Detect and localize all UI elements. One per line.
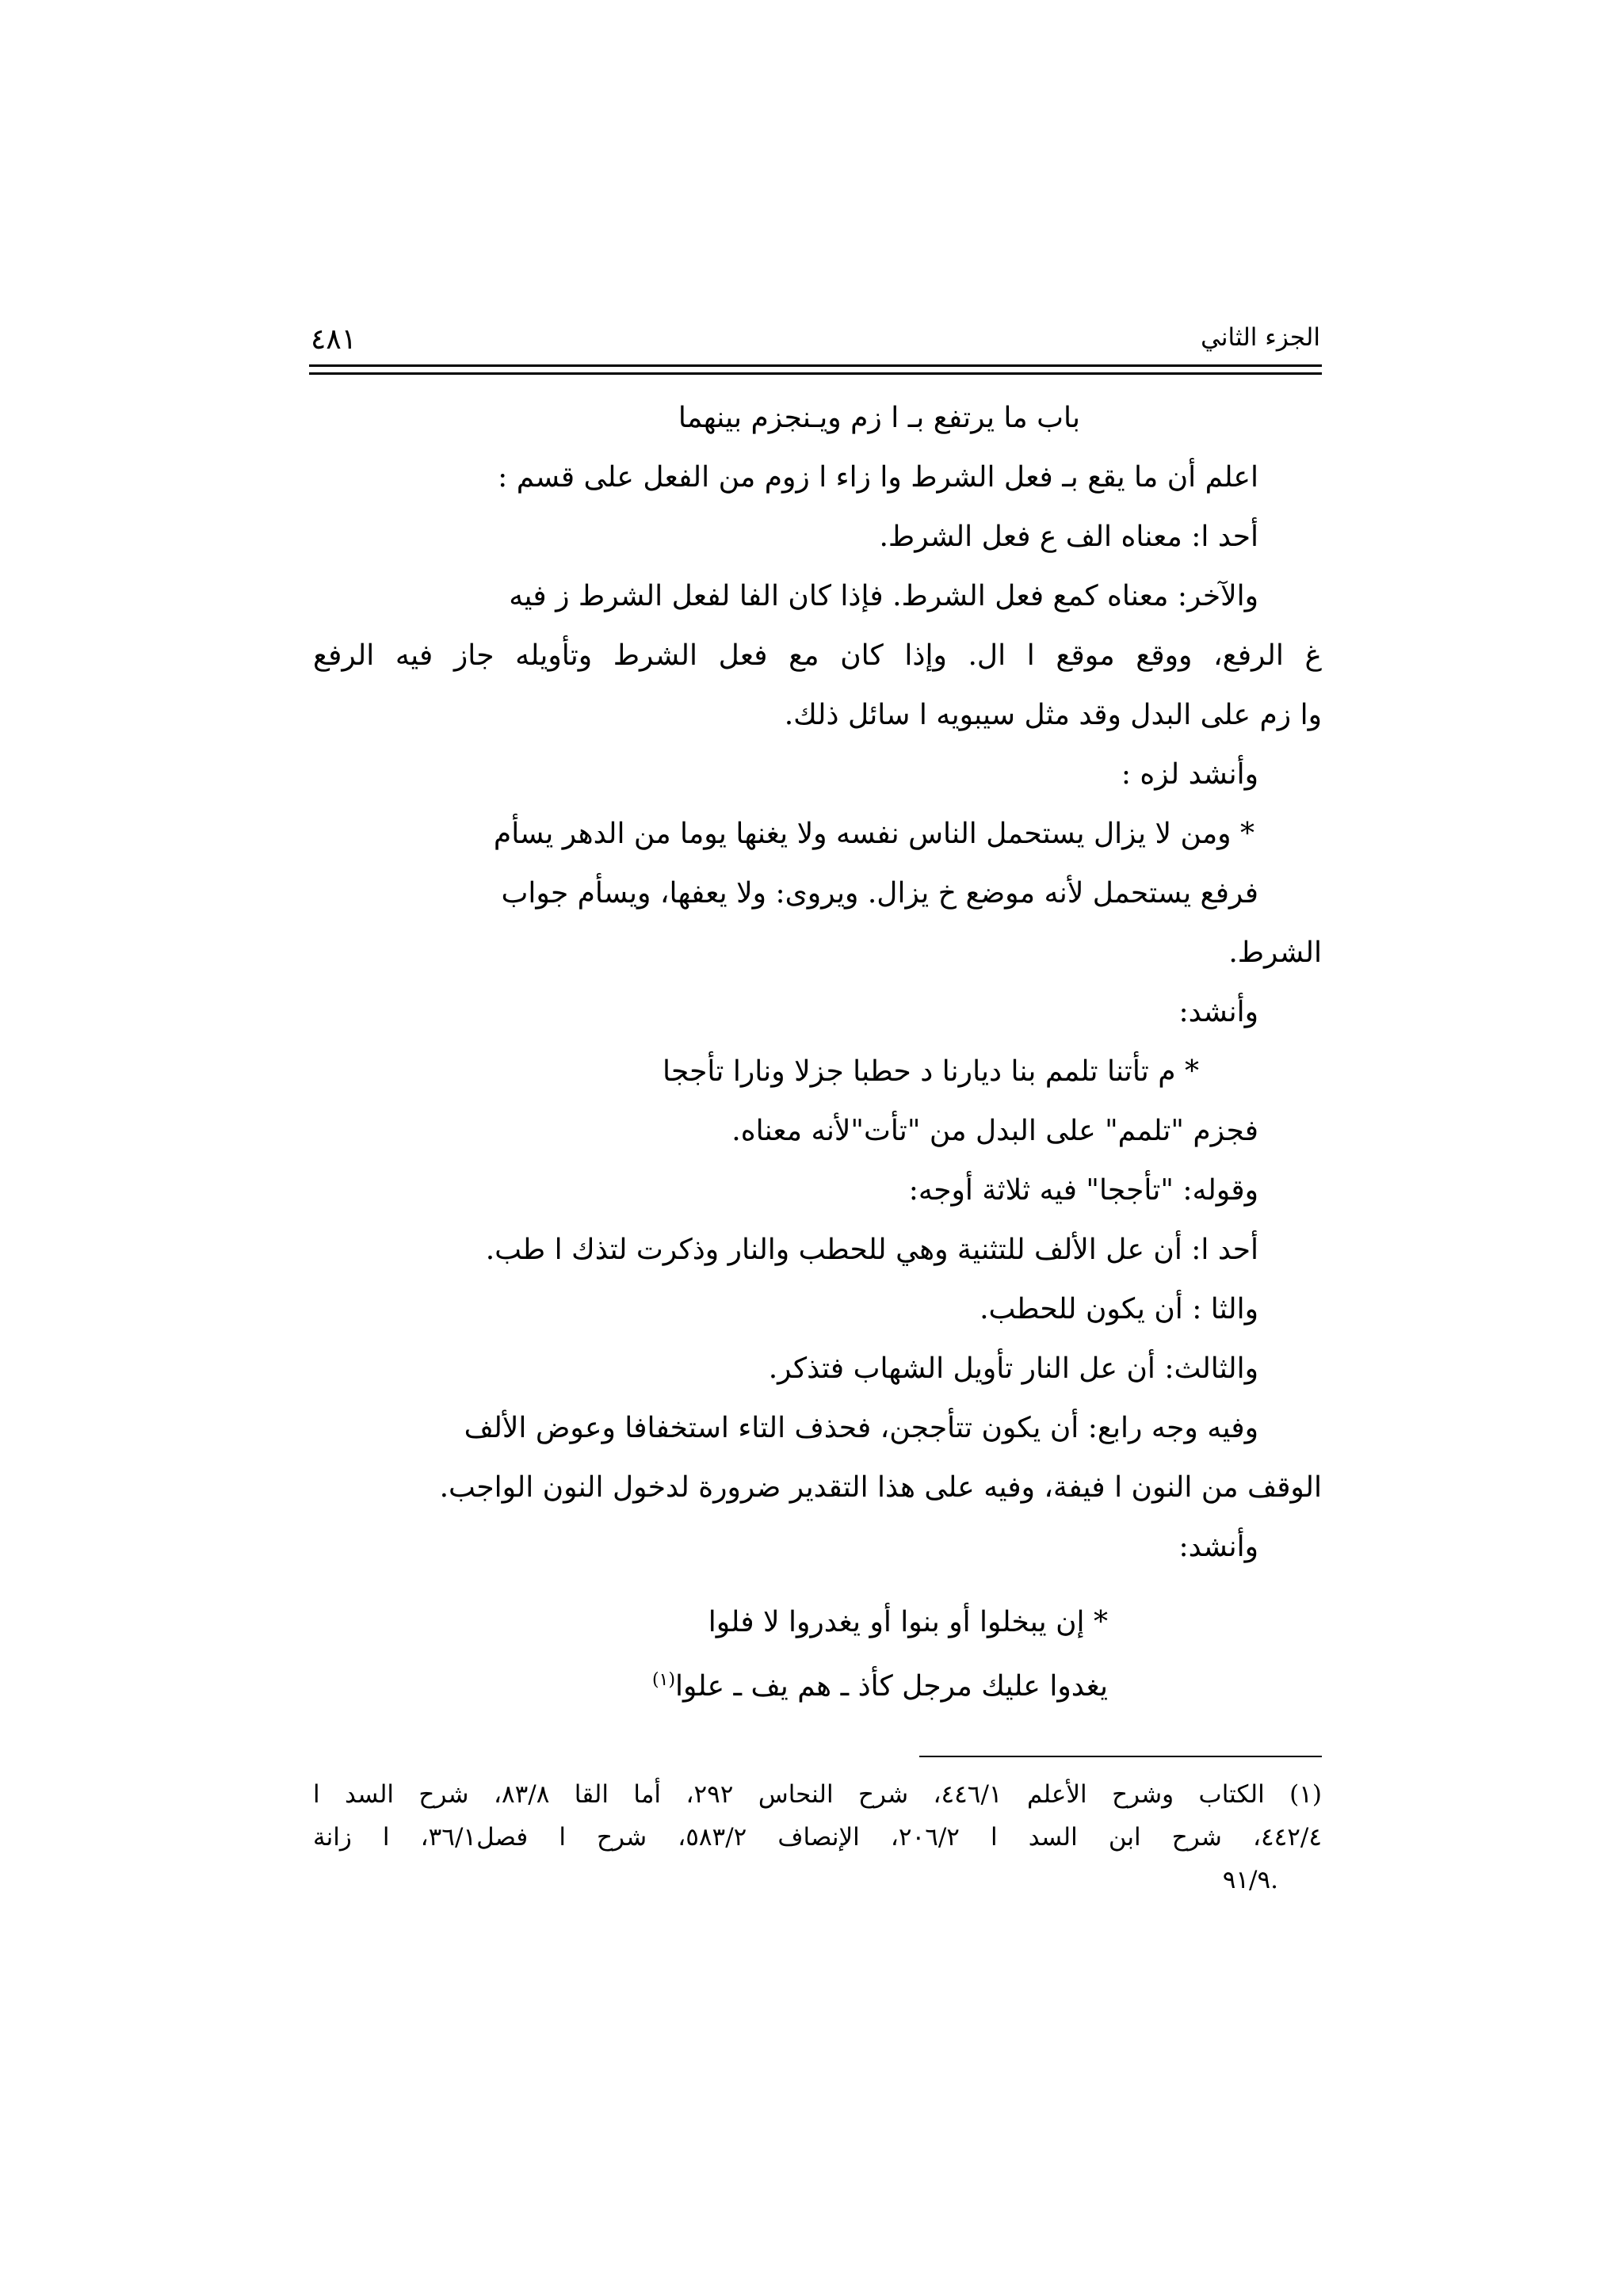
footnote-line: ٤٤٢/٤، شرح ابن السد ا ٢٠٦/٢، الإنصاف ٥٨٣/٢، شرح ا فصل٣٦/١، ا زانة bbox=[313, 1823, 1322, 1852]
paragraph-line: فجزم "تلمم" على البدل من "تأت"لأنه معناه. bbox=[731, 1115, 1258, 1147]
paragraph-line: الشرط. bbox=[1228, 936, 1322, 969]
page-number: ٤٨١ bbox=[311, 323, 357, 356]
footnote-rule bbox=[919, 1756, 1322, 1757]
paragraph-line: الوقف من النون ا فيفة، وفيه على هذا التقدير ضرورة لدخول النون الواجب. bbox=[439, 1471, 1322, 1504]
paragraph-line: والثا : أن يكون للحطب. bbox=[980, 1293, 1258, 1325]
running-header-title: الجزء الثاني bbox=[1201, 323, 1320, 352]
paragraph-line: اعلم أن ما يقع بـ فعل الشرط وا زاء ا زوم من الفعل على قسم : bbox=[498, 461, 1258, 494]
paragraph-line: أحد ا: أن عل الألف للتثنية وهي للحطب والنار وذكرت لتذك ا طب. bbox=[485, 1234, 1258, 1266]
paragraph-line: وأنشد: bbox=[1178, 1531, 1258, 1563]
poem-line bbox=[652, 1672, 1108, 1701]
paragraph-line: والآخر: معناه كمع فعل الشرط. فإذا كان الفا لفعل الشرط ز فيه bbox=[509, 580, 1258, 612]
header-rule-top bbox=[309, 364, 1322, 367]
paragraph-line: وقوله: "تأججا" فيه ثلاثة أوجه: bbox=[908, 1174, 1258, 1207]
verse-line: * م تأتنا تلمم بنا ديارنا د حطبا جزلا ونارا تأججا bbox=[662, 1055, 1199, 1088]
paragraph-line: أحد ا: معناه الف ع فعل الشرط. bbox=[879, 521, 1258, 553]
paragraph-line: وأنشد: bbox=[1178, 996, 1258, 1028]
footnote-line: (١) الكتاب وشرح الأعلم ٤٤٦/١، شرح النحاس ٢٩٢، أما القا ٨٣/٨، شرح السد ا bbox=[313, 1780, 1322, 1809]
paragraph-line: فرفع يستحمل لأنه موضع خ يزال. ويروى: ولا يعفها، ويسأم جواب bbox=[501, 877, 1258, 910]
paragraph-line: والثالث: أن عل النار تأويل الشهاب فتذكر. bbox=[768, 1352, 1258, 1385]
verse-line: * ومن لا يزال يستحمل الناس نفسه ولا يغنها يوما من الدهر يسأم bbox=[493, 818, 1254, 850]
paragraph-line: غ الرفع، ووقع موقع ا ال. وإذا كان مع فعل الشرط وتأويله جاز فيه الرفع bbox=[313, 639, 1323, 672]
paragraph-line: وفيه وجه رابع: أن يكون تتأججن، فحذف التاء استخفافا وعوض الألف bbox=[464, 1412, 1258, 1444]
header-rule-bottom bbox=[309, 372, 1322, 375]
poem-line-text: يغدوا عليك مرجل كأذ ـ هم يف ـ علوا bbox=[675, 1670, 1108, 1703]
poem-line: * إن يبخلوا أو بنوا أو يغدروا لا فلوا bbox=[708, 1606, 1108, 1638]
footnote-line: .٩١/٩ bbox=[1222, 1866, 1278, 1894]
paragraph-line: وأنشد لزه : bbox=[1121, 758, 1258, 791]
paragraph-line: وا زم على البدل وقد مثل سيبويه ا سائل ذلك. bbox=[784, 699, 1322, 731]
footnote-marker: (١) bbox=[652, 1670, 676, 1690]
section-heading: باب ما يرتفع بـ ا زم ويـنجزم بينهما bbox=[678, 402, 1080, 434]
